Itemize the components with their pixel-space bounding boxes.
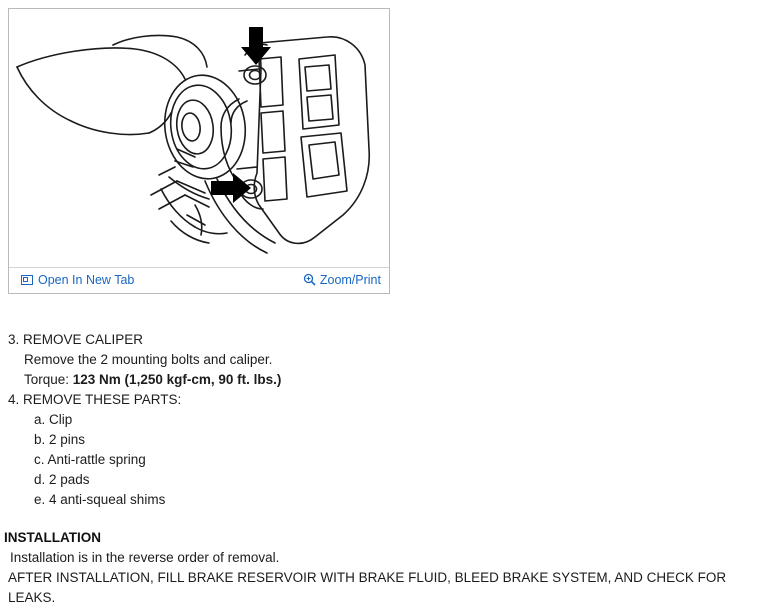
installation-line-2: AFTER INSTALLATION, FILL BRAKE RESERVOIR WITH BRAKE FLUID, BLEED BRAKE SYSTEM, AND CHECK FOR LEAKS. [8,570,727,605]
step-4-item-c: c. Anti-rattle spring [34,452,146,467]
step-3-torque [0,370,771,390]
step-4-title: 4. REMOVE THESE PARTS: [8,392,182,407]
step-3-title: 3. REMOVE CALIPER [8,332,144,347]
caliper-diagram-image [9,9,389,267]
figure-toolbar [9,267,389,293]
step-4-item-b: b. 2 pins [34,432,86,447]
procedure-text [0,330,771,608]
installation-line-1: Installation is in the reverse order of removal. [10,550,280,565]
installation-heading: INSTALLATION [4,530,101,545]
zoom-print-label: Zoom/Print [319,273,381,287]
zoom-print-link[interactable] [303,272,381,291]
figure-panel [8,8,390,294]
step-3-line-1: Remove the 2 mounting bolts and caliper. [24,352,273,367]
open-in-new-tab-label: Open In New Tab [38,273,135,287]
step-4-item-a: a. Clip [34,412,73,427]
magnifier-icon [303,273,316,291]
step-4-item-d: d. 2 pads [34,472,90,487]
step-4-item-e: e. 4 anti-squeal shims [34,492,166,507]
open-in-new-tab-icon [21,274,34,291]
torque-value: 123 Nm (1,250 kgf-cm, 90 ft. lbs.) [72,372,282,387]
open-in-new-tab-link[interactable] [21,272,134,291]
torque-label: Torque: [24,372,73,387]
